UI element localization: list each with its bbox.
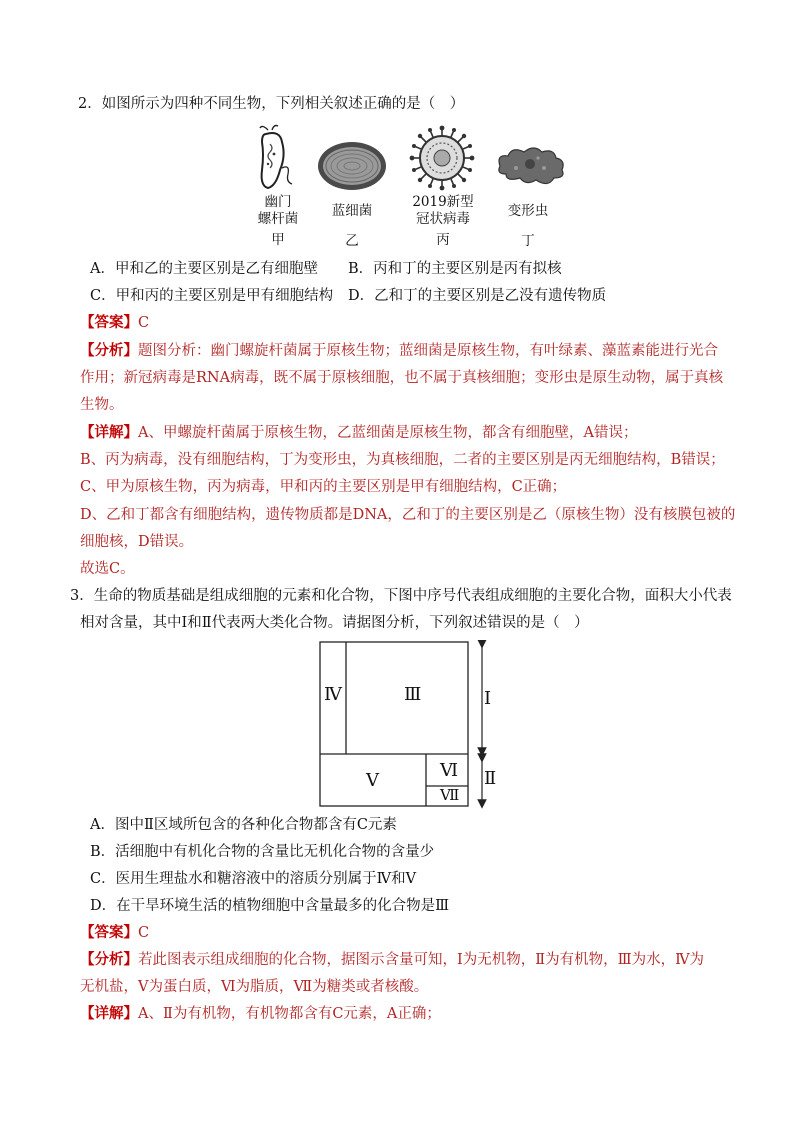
detail-tag: 【详解】 — [80, 1005, 138, 1022]
q3-option-d: D．在干旱环境生活的植物细胞中含量最多的化合物是Ⅲ — [90, 898, 450, 914]
q3-analysis-line-1 — [80, 950, 704, 970]
q2-detail-line-5: 细胞核，D错误。 — [80, 534, 194, 550]
compound-area-diagram — [318, 640, 498, 810]
q2-figure — [248, 122, 578, 248]
q3-stem-line-1: 3．生命的物质基础是组成细胞的元素和化合物，下图中序号代表组成细胞的主要化合物，面积大小代表 — [70, 588, 732, 604]
q2-detail-line-2: B、丙为病毒，没有细胞结构，丁为变形虫，为真核细胞，二者的主要区别是丙无细胞结构，B错误； — [80, 452, 725, 468]
organism-bing — [406, 194, 480, 249]
analysis-text: 题图分析：幽门螺旋杆菌属于原核生物；蓝细菌是原核生物，有叶绿素、藻蓝素能进行光合 — [138, 343, 718, 359]
region-v-label: Ⅴ — [366, 770, 379, 791]
organism-name: 蓝细菌 — [331, 203, 373, 219]
q2-option-d: D．乙和丁的主要区别是乙没有遗传物质 — [348, 288, 607, 304]
organism-jia — [248, 194, 308, 249]
amoeba-icon — [494, 144, 568, 188]
q3-option-c: C．医用生理盐水和糖溶液中的溶质分别属于Ⅳ和Ⅴ — [90, 871, 417, 887]
region-vii-label: Ⅶ — [440, 786, 460, 804]
q3-option-b: B．活细胞中有机化合物的含量比无机化合物的含量少 — [90, 844, 435, 860]
q2-option-b: B．丙和丁的主要区别是丙有拟核 — [348, 261, 562, 277]
organism-name: 2019新型 — [412, 194, 474, 210]
q3-option-a: A．图中Ⅱ区域所包含的各种化合物都含有C元素 — [90, 817, 397, 833]
analysis-text: 若此图表示组成细胞的化合物，据图示含量可知，Ⅰ为无机物，Ⅱ为有机物，Ⅲ为水，Ⅳ为 — [138, 952, 705, 968]
q2-conclusion: 故选C。 — [80, 561, 135, 577]
detail-text: A、Ⅱ为有机物，有机物都含有C元素，A正确； — [138, 1006, 441, 1022]
region-ii-label: Ⅱ — [484, 768, 497, 789]
q3-detail-line-1 — [80, 1004, 441, 1024]
organism-name: 螺杆菌 — [257, 211, 299, 227]
region-i-label: Ⅰ — [484, 688, 492, 709]
cyanobacteria-icon — [316, 140, 388, 192]
helicobacter-icon — [256, 124, 296, 194]
detail-tag: 【详解】 — [80, 424, 138, 441]
q3-analysis-line-2: 无机盐，Ⅴ为蛋白质，Ⅵ为脂质，Ⅶ为糖类或者核酸。 — [80, 979, 429, 995]
organism-tag: 丙 — [436, 232, 450, 248]
answer-value: C — [138, 925, 150, 941]
q2-detail-line-3: C、甲为原核生物，丙为病毒，甲和丙的主要区别是甲有细胞结构，C正确； — [80, 479, 567, 495]
analysis-tag: 【分析】 — [80, 342, 138, 359]
q2-stem: 2．如图所示为四种不同生物，下列相关叙述正确的是（ ） — [78, 96, 465, 112]
q3-stem-line-2: 相对含量，其中Ⅰ和Ⅱ代表两大类化合物。请据图分析，下列叙述错误的是（ ） — [80, 615, 589, 631]
q2-analysis-line-1 — [80, 341, 718, 361]
detail-text: A、甲螺旋杆菌属于原核生物，乙蓝细菌是原核生物，都含有细胞壁，A错误； — [138, 425, 638, 441]
q2-detail-line-4: D、乙和丁都含有细胞结构，遗传物质都是DNA，乙和丁的主要区别是乙（原核生物）没有核膜包被的 — [80, 507, 736, 523]
q2-analysis-line-2: 作用；新冠病毒是RNA病毒，既不属于原核细胞，也不属于真核细胞；变形虫是原生动物，属于真核 — [80, 370, 724, 386]
organism-name: 变形虫 — [507, 203, 549, 219]
organism-ding — [498, 203, 558, 250]
analysis-tag: 【分析】 — [80, 951, 138, 968]
region-iv-label: Ⅳ — [324, 684, 342, 705]
answer-tag: 【答案】 — [80, 924, 138, 941]
organism-tag: 乙 — [345, 233, 359, 249]
region-vi-label: Ⅵ — [440, 760, 459, 781]
organism-name: 冠状病毒 — [416, 211, 470, 227]
answer-tag: 【答案】 — [80, 314, 138, 331]
organism-yi — [322, 203, 382, 250]
q2-answer — [80, 313, 149, 333]
organism-tag: 丁 — [521, 233, 535, 249]
q2-option-a: A．甲和乙的主要区别是乙有细胞壁 — [90, 261, 318, 277]
q3-answer — [80, 923, 149, 943]
organism-name: 幽门 — [264, 194, 292, 210]
answer-value: C — [138, 315, 150, 331]
organism-tag: 甲 — [271, 232, 285, 248]
coronavirus-icon — [408, 124, 476, 192]
q2-analysis-line-3: 生物。 — [80, 397, 124, 413]
region-iii-label: Ⅲ — [404, 684, 422, 705]
q2-option-c: C．甲和丙的主要区别是甲有细胞结构 — [90, 288, 334, 304]
q2-detail-line-1 — [80, 423, 637, 443]
q3-compound-diagram — [318, 640, 498, 810]
